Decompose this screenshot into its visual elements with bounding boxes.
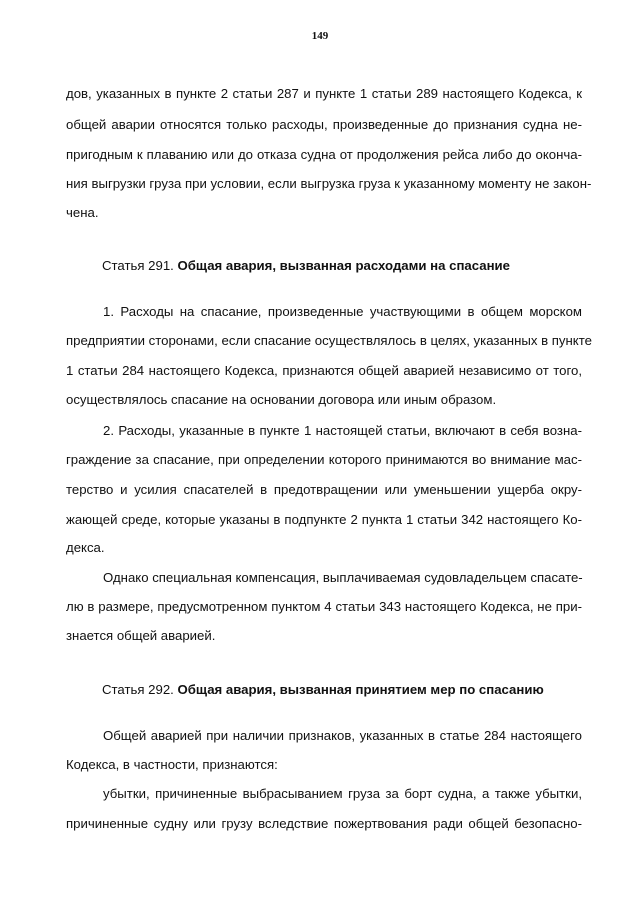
text-line: причиненные судну или грузу вследствие пожертвования ради общей безопасно- — [66, 816, 582, 831]
text-line: жающей среде, которые указаны в подпункте 2 пункта 1 статьи 342 настоящего Ко- — [66, 512, 582, 527]
text-line: общей аварии относятся только расходы, произведенные до признания судна не- — [66, 117, 582, 132]
text-line: чена. — [66, 205, 99, 220]
text-line: пригодным к плаванию или до отказа судна от продолжения рейса либо до оконча- — [66, 147, 582, 162]
text-line: терство и усилия спасателей в предотвращении или уменьшении ущерба окру- — [66, 482, 582, 497]
text-line: убытки, причиненные выбрасыванием груза за борт судна, а также убытки, — [103, 786, 582, 801]
text-line: декса. — [66, 540, 105, 555]
text-line: 1 статьи 284 настоящего Кодекса, признаются общей аварией независимо от того, — [66, 363, 582, 378]
text-line: Кодекса, в частности, признаются: — [66, 757, 278, 772]
page-number: 149 — [311, 30, 329, 42]
text-line: граждение за спасание, при определении которого принимаются во внимание мас- — [66, 452, 582, 467]
text-line: знается общей аварией. — [66, 628, 216, 643]
text-line: 1. Расходы на спасание, произведенные участвующими в общем морском — [103, 304, 582, 319]
article-291-title: Общая авария, вызванная расходами на спасание — [177, 258, 511, 273]
article-292-prefix: Статья 292. — [102, 682, 178, 697]
article-292-title: Общая авария, вызванная принятием мер по спасанию — [177, 682, 544, 697]
text-line: Однако специальная компенсация, выплачиваемая судовладельцем спасате- — [103, 570, 583, 585]
text-line: дов, указанных в пункте 2 статьи 287 и пункте 1 статьи 289 настоящего Кодекса, к — [66, 86, 582, 101]
text-line: Общей аварией при наличии признаков, указанных в статье 284 настоящего — [103, 728, 582, 743]
text-line: 2. Расходы, указанные в пункте 1 настоящей статьи, включают в себя возна- — [103, 423, 582, 438]
text-line: ния выгрузки груза при условии, если выгрузка груза к указанному моменту не закон- — [66, 176, 592, 191]
article-291-heading — [102, 258, 510, 274]
text-line: предприятии сторонами, если спасание осуществлялось в целях, указанных в пункте — [66, 333, 592, 348]
article-291-prefix: Статья 291. — [102, 258, 178, 273]
text-line: лю в размере, предусмотренном пунктом 4 статьи 343 настоящего Кодекса, не при- — [66, 599, 582, 614]
text-line: осуществлялось спасание на основании договора или иным образом. — [66, 392, 497, 407]
article-292-heading — [102, 682, 544, 698]
